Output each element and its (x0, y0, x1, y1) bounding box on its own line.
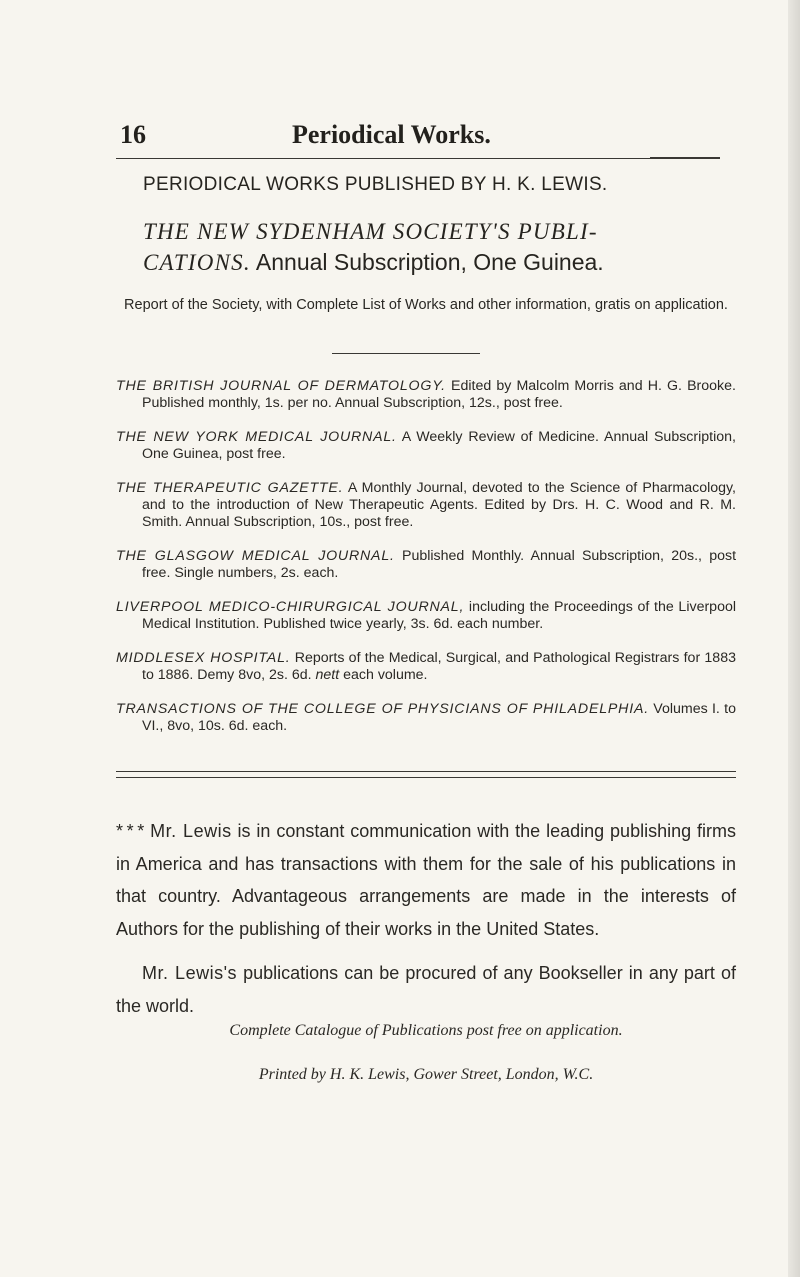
list-item (116, 548, 736, 582)
entry-text: Reports of the Medical, Surgical, and Pathological Registrars for 1883 to 1886. Demy 8vo, 2s. 6d. (142, 650, 736, 683)
section-heading: PERIODICAL WORKS PUBLISHED BY H. K. LEWIS. (143, 174, 608, 195)
entry-text: A Monthly Journal, devoted to the Science of Pharmacology, and to the introduction of New Therapeutic Agents. Edited by Drs. H. C. Wood and R. M. Smith. Annual Subscription, 10s., post free. (142, 480, 737, 530)
notice-text: publications can be procured of any Bookseller in any part of the world. (116, 963, 736, 1016)
sydenham-notice (143, 216, 733, 278)
double-rule-divider (116, 771, 736, 778)
asterism: * * * (116, 821, 145, 841)
entry-text: including the Proceedings of the Liverpool Medical Institution. Published twice yearly, 3s. 6d. each number. (142, 599, 737, 632)
catalogue-note: Complete Catalogue of Publications post free on application. (229, 1022, 623, 1039)
printer-imprint: Printed by H. K. Lewis, Gower Street, London, W.C. (258, 1066, 594, 1083)
section-divider (332, 353, 480, 354)
entry-text: A Weekly Review of Medicine. Annual Subscription, One Guinea, post free. (142, 429, 736, 462)
sydenham-subscription: Annual Subscription, One Guinea. (250, 249, 604, 275)
entry-title: THE THERAPEUTIC GAZETTE. (116, 480, 344, 496)
list-item (116, 701, 736, 735)
entry-title: MIDDLESEX HOSPITAL. (116, 650, 291, 666)
entry-text-italic: nett (315, 667, 340, 683)
periodicals-list (116, 378, 736, 752)
running-head (120, 120, 720, 160)
entry-text: each volume. (339, 667, 428, 683)
page-number: 16 (120, 120, 146, 149)
page-edge (788, 0, 800, 1277)
entry-text: Edited by Malcolm Morris and H. G. Brooke. Published monthly, 1s. per no. Annual Subscription, 12s., post free. (142, 378, 736, 411)
lewis-notice (116, 815, 736, 1022)
running-title: Periodical Works. (292, 120, 491, 149)
notice-paragraph-1 (116, 815, 736, 945)
header-rule-accent (650, 157, 720, 159)
entry-text: Volumes I. to VI., 8vo, 10s. 6d. each. (142, 701, 736, 734)
list-item (116, 599, 736, 633)
entry-text: Published Monthly. Annual Subscription, 20s., post free. Single numbers, 2s. each. (142, 548, 737, 581)
header-rule (116, 158, 720, 159)
list-item (116, 429, 736, 463)
entry-title: TRANSACTIONS OF THE COLLEGE OF PHYSICIANS OF PHILADELPHIA. (116, 701, 649, 717)
mr-lewis-possessive: Mr. Lewis's (142, 963, 238, 983)
notice-text: is in constant communication with the leading publishing firms in America and has transactions with them for the sale of his publications in that country. Advantageous arrangements are made in the interests of Authors for the publishing of their works in the United States. (116, 821, 736, 939)
report-note: Report of the Society, with Complete List of Works and other information, gratis on application. (124, 297, 728, 313)
entry-title: THE BRITISH JOURNAL OF DERMATOLOGY. (116, 378, 446, 394)
list-item (116, 480, 736, 531)
entry-title: THE NEW YORK MEDICAL JOURNAL. (116, 429, 397, 445)
mr-lewis: Mr. Lewis (150, 821, 232, 841)
sydenham-title-line2: CATIONS. (143, 250, 251, 275)
entry-title: THE GLASGOW MEDICAL JOURNAL. (116, 548, 395, 564)
entry-title: LIVERPOOL MEDICO-CHIRURGICAL JOURNAL, (116, 599, 465, 615)
list-item (116, 650, 736, 684)
notice-paragraph-2 (116, 957, 736, 1022)
list-item (116, 378, 736, 412)
sydenham-title-line1: THE NEW SYDENHAM SOCIETY'S PUBLI- (143, 219, 598, 244)
